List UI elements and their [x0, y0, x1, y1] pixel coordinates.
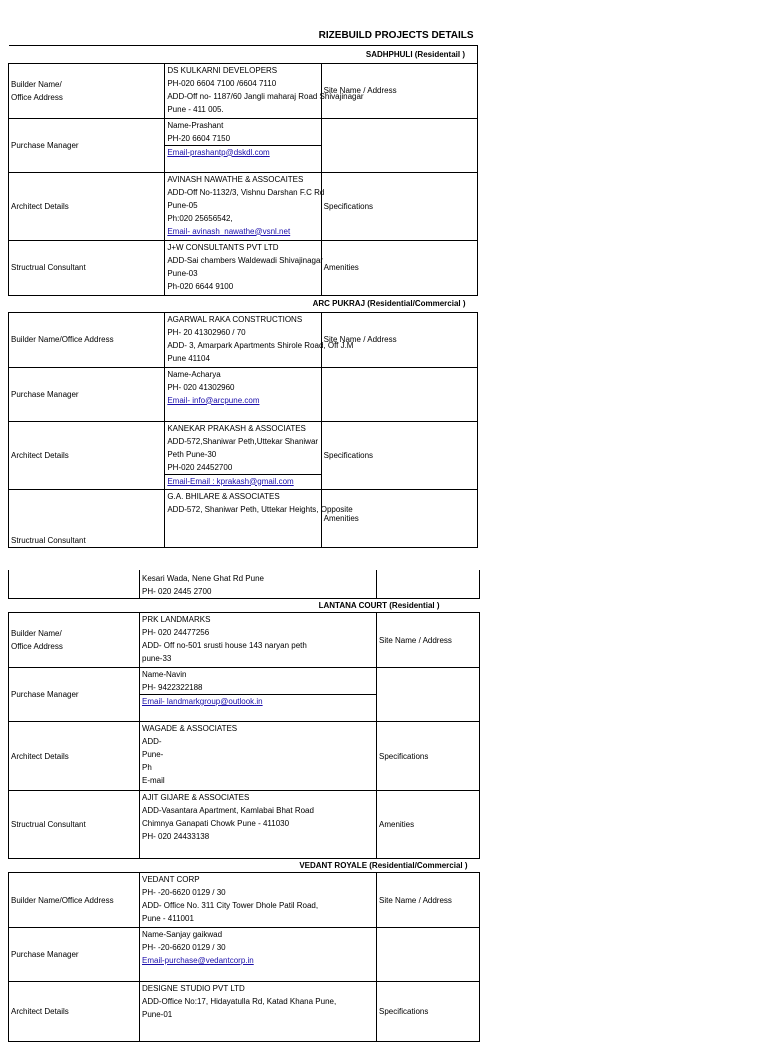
site-label: Site Name / Address [377, 613, 480, 668]
sheet-page-2 [8, 570, 478, 1024]
sheet-page-1 [8, 27, 478, 545]
site-label: Site Name / Address [377, 873, 480, 928]
project-name: ARC PUKRAJ (Residential/Commercial ) [9, 295, 478, 312]
architect-details: WAGADE & ASSOCIATES ADD- Pune- Ph E-mail [140, 722, 377, 791]
email-link[interactable]: Email- info@arcpune.com [167, 395, 260, 405]
architect-details: AVINASH NAWATHE & ASSOCAITES ADD-Off No-1132/3, Vishnu Darshan F.C Rd Pune-05 Ph:020 25656542, Email- avinash_nawathe@vsnl.net [165, 172, 321, 240]
purchase-label: Purchase Manager [9, 367, 165, 421]
builder-label: Builder Name/ Office Address [9, 63, 165, 118]
builder-details: DS KULKARNI DEVELOPERS PH-020 6604 7100 /6604 7110 ADD-Off no- 1187/60 Jangli maharaj Road Shivajinagar Pune - 411 005. [165, 63, 321, 118]
specs-label: Specifications [377, 722, 480, 791]
email-link[interactable]: Email-prashantp@dskdl.com [165, 145, 320, 159]
architect-label: Architect Details [9, 982, 140, 1042]
architect-details: KANEKAR PRAKASH & ASSOCIATES ADD-572,Shaniwar Peth,Uttekar Shaniwar Peth Pune-30 PH-020 24452700 Email-Email : kprakash@gmail.com [165, 421, 321, 489]
architect-label: Architect Details [9, 172, 165, 240]
email-link[interactable]: Email- landmarkgroup@outlook.in [140, 694, 376, 708]
builder-details: VEDANT CORP PH- -20-6620 0129 / 30 ADD- Office No. 311 City Tower Dhole Patil Road, Pune - 411001 [140, 873, 377, 928]
specs-label: Specifications [321, 421, 477, 489]
builder-label: Builder Name/Office Address [9, 873, 140, 928]
architect-label: Architect Details [9, 722, 140, 791]
structural-label: Structrual Consultant [9, 489, 165, 547]
structural-details: AJIT GIJARE & ASSOCIATES ADD-Vasantara Apartment, Kamlabai Bhat Road Chimnya Ganapati Chowk Pune - 411030 PH- 020 24433138 [140, 791, 377, 859]
structural-label: Structrual Consultant [9, 240, 165, 295]
structural-label: Structrual Consultant [9, 791, 140, 859]
purchase-label: Purchase Manager [9, 928, 140, 982]
structural-details: G.A. BHILARE & ASSOCIATES ADD-572, Shaniwar Peth, Uttekar Heights, Opposite [165, 489, 321, 547]
purchase-details: Name-Prashant PH-20 6604 7150 Email-prashantp@dskdl.com [165, 118, 321, 172]
builder-label: Builder Name/ Office Address [9, 613, 140, 668]
builder-details: AGARWAL RAKA CONSTRUCTIONS PH- 20 41302960 / 70 ADD- 3, Amarpark Apartments Shirole Road, Off J.M Pune 41104 [165, 312, 321, 367]
architect-details: DESIGNE STUDIO PVT LTD ADD-Office No:17, Hidayatulla Rd, Katad Khana Pune, Pune-01 [140, 982, 377, 1042]
builder-label: Builder Name/Office Address [9, 312, 165, 367]
purchase-details: Name-Acharya PH- 020 41302960 Email- info@arcpune.com [165, 367, 321, 421]
projects-table-1 [8, 27, 478, 548]
projects-table-2 [8, 570, 480, 1042]
purchase-details: Name-Sanjay gaikwad PH- -20-6620 0129 / 30 Email-purchase@vedantcorp.in [140, 928, 377, 982]
specs-label: Specifications [377, 982, 480, 1042]
architect-label: Architect Details [9, 421, 165, 489]
email-link[interactable]: Email-Email : kprakash@gmail.com [165, 474, 320, 488]
site-label: Site Name / Address [321, 63, 477, 118]
project-name: SADHPHULI (Residentail ) [9, 45, 478, 63]
purchase-label: Purchase Manager [9, 668, 140, 722]
page-title: RIZEBUILD PROJECTS DETAILS [9, 27, 478, 45]
purchase-label: Purchase Manager [9, 118, 165, 172]
amenities-label: Amenities [321, 240, 477, 295]
structural-details: J+W CONSULTANTS PVT LTD ADD-Sai chambers Waldewadi Shivajinagar Pune-03 Ph-020 6644 9100 [165, 240, 321, 295]
amenities-label: Amenities [377, 791, 480, 859]
project-name: VEDANT ROYALE (Residential/Commercial ) [9, 859, 480, 873]
site-label: Site Name / Address [321, 312, 477, 367]
email-link[interactable]: Email-purchase@vedantcorp.in [142, 956, 254, 965]
specs-label: Specifications [321, 172, 477, 240]
structural-details-continued: Kesari Wada, Nene Ghat Rd Pune PH- 020 2445 2700 [140, 570, 377, 599]
builder-details: PRK LANDMARKS PH- 020 24477256 ADD- Off no-501 srusti house 143 naryan peth pune-33 [140, 613, 377, 668]
purchase-details: Name-Navin PH- 9422322188 Email- landmarkgroup@outlook.in [140, 668, 377, 722]
project-name: LANTANA COURT (Residential ) [9, 599, 480, 613]
email-link[interactable]: Email- avinash_nawathe@vsnl.net [167, 226, 291, 236]
amenities-label: Amenities [321, 489, 477, 547]
